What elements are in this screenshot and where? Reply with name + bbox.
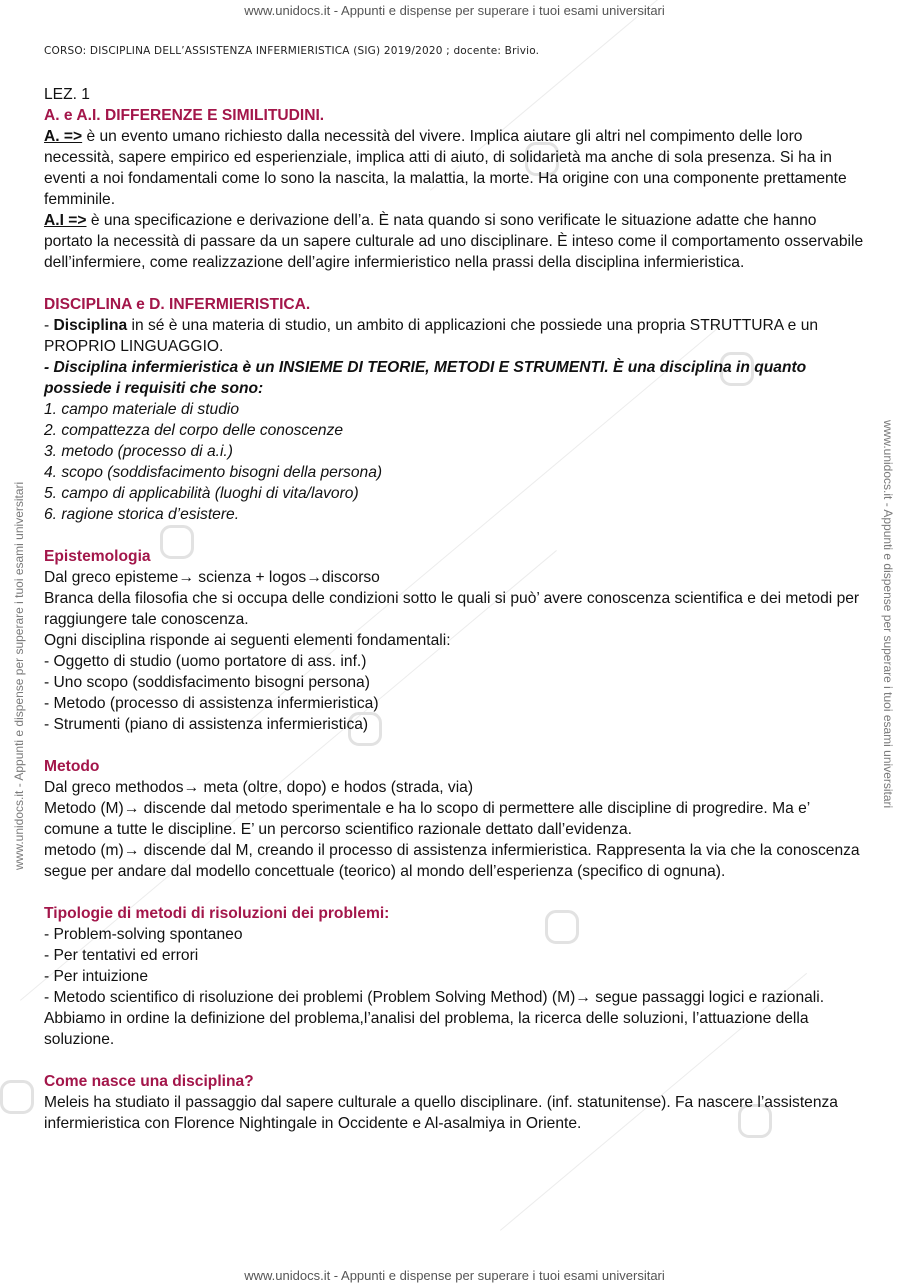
dash: - — [44, 317, 54, 334]
text-line: Meleis ha studiato il passaggio dal sapere culturale a quello disciplinare. (inf. statunitense). Fa nascere l’assistenza infermieristica con Florence Nightingale in Occidente e Al-asalmiya in Oriente. — [44, 1094, 838, 1132]
paragraph-nursing-discipline: - Disciplina infermieristica è un INSIEME DI TEORIE, METODI E STRUMENTI. È una disciplina in quanto possiede i requisiti che sono: — [44, 359, 807, 397]
paragraph-ai-text: è una specificazione e derivazione dell’a. È nata quando si sono verificate le situazione adatte che hanno portato la necessità di passare da un sapere culturale ad uno disciplinare. È inteso come il comportamento osservabile dell’infermiere, come realizzazione dell’agire infermieristico nella prassi della disciplina infermieristica. — [44, 212, 864, 271]
paragraph-ai — [44, 210, 869, 273]
text-line: Dal greco methodos→ meta (oltre, dopo) e hodos (strada, via) — [44, 779, 474, 796]
text-line: - Per tentativi ed errori — [44, 947, 199, 964]
list-item: 3. metodo (processo di a.i.) — [44, 443, 233, 460]
list-item: 6. ragione storica d’esistere. — [44, 506, 240, 523]
text-line: - Strumenti (piano di assistenza infermieristica) — [44, 716, 369, 733]
watermark-banner-bottom: www.unidocs.it - Appunti e dispense per superare i tuoi esami universitari — [244, 1268, 665, 1283]
paragraph-discipline — [44, 315, 869, 357]
section-heading-discipline: DISCIPLINA e D. INFERMIERISTICA. — [44, 296, 311, 313]
watermark-banner-top: www.unidocs.it - Appunti e dispense per superare i tuoi esami universitari — [244, 3, 665, 18]
text-line: - Problem-solving spontaneo — [44, 926, 243, 943]
text-line: Dal greco episteme→ scienza + logos→discorso — [44, 569, 380, 586]
text-line: Ogni disciplina risponde ai seguenti elementi fondamentali: — [44, 632, 451, 649]
section-heading-differences: A. e A.I. DIFFERENZE E SIMILITUDINI. — [44, 107, 325, 124]
document-body — [44, 84, 869, 1134]
text-line: Branca della filosofia che si occupa delle condizioni sotto le quali si può’ avere conoscenza scientifica e dei metodi per raggiungere tale conoscenza. — [44, 590, 860, 628]
section-heading-problem-solving: Tipologie di metodi di risoluzioni dei problemi: — [44, 905, 390, 922]
section-heading-epistemology: Epistemologia — [44, 548, 151, 565]
list-item: 4. scopo (soddisfacimento bisogni della persona) — [44, 464, 383, 481]
course-header: CORSO: DISCIPLINA DELL’ASSISTENZA INFERMIERISTICA (SIG) 2019/2020 ; docente: Brivio. — [44, 45, 540, 57]
text-line: - Uno scopo (soddisfacimento bisogni persona) — [44, 674, 370, 691]
paragraph-a-text: è un evento umano richiesto dalla necessità del vivere. Implica aiutare gli altri nel compimento delle loro necessità, sapere empirico ed esperienziale, implica atti di aiuto, di solidarietà ma anche di sola presenza. Si ha in eventi a noi fondamentali come lo sono la nascita, la malattia, la morte. Ha origine con una componente prettamente femminile. — [44, 128, 847, 208]
text-line: metodo (m)→ discende dal M, creando il processo di assistenza infermieristica. Rappresenta la via che la conoscenza segue per andare dal modello concettuale (teorico) al mondo dell’esperienza (specifico di ognuna). — [44, 842, 860, 880]
watermark-side-left: www.unidocs.it - Appunti e dispense per superare i tuoi esami universitari — [12, 481, 26, 870]
text-line: - Per intuizione — [44, 968, 149, 985]
section-heading-method: Metodo — [44, 758, 100, 775]
text-line: Metodo (M)→ discende dal metodo sperimentale e ha lo scopo di permettere alle discipline di progredire. Ma e’ comune a tutte le discipline. E’ un percorso scientifico razionale dettato dall’evidenza. — [44, 800, 810, 838]
paragraph-a — [44, 126, 869, 210]
list-item: 5. campo di applicabilità (luoghi di vita/lavoro) — [44, 485, 359, 502]
list-item: 2. compattezza del corpo delle conoscenze — [44, 422, 344, 439]
text-line: - Metodo (processo di assistenza infermieristica) — [44, 695, 379, 712]
term-discipline: Disciplina — [53, 317, 128, 334]
watermark-side-right: www.unidocs.it - Appunti e dispense per superare i tuoi esami universitari — [881, 420, 895, 809]
term-ai: A.I => — [44, 212, 87, 229]
term-a: A. => — [44, 128, 83, 145]
text-line: - Metodo scientifico di risoluzione dei problemi (Problem Solving Method) (M)→ segue passaggi logici e razionali. Abbiamo in ordine la definizione del problema,l’analisi del problema, la ricerca delle soluzioni, l’attuazione della soluzione. — [44, 989, 825, 1048]
list-item: 1. campo materiale di studio — [44, 401, 240, 418]
lesson-number: LEZ. 1 — [44, 86, 90, 103]
section-heading-discipline-origin: Come nasce una disciplina? — [44, 1073, 254, 1090]
paragraph-discipline-text: in sé è una materia di studio, un ambito di applicazioni che possiede una propria STRUTTURA e un PROPRIO LINGUAGGIO. — [44, 317, 819, 355]
text-line: - Oggetto di studio (uomo portatore di ass. inf.) — [44, 653, 367, 670]
watermark-logo-icon — [0, 1080, 34, 1114]
